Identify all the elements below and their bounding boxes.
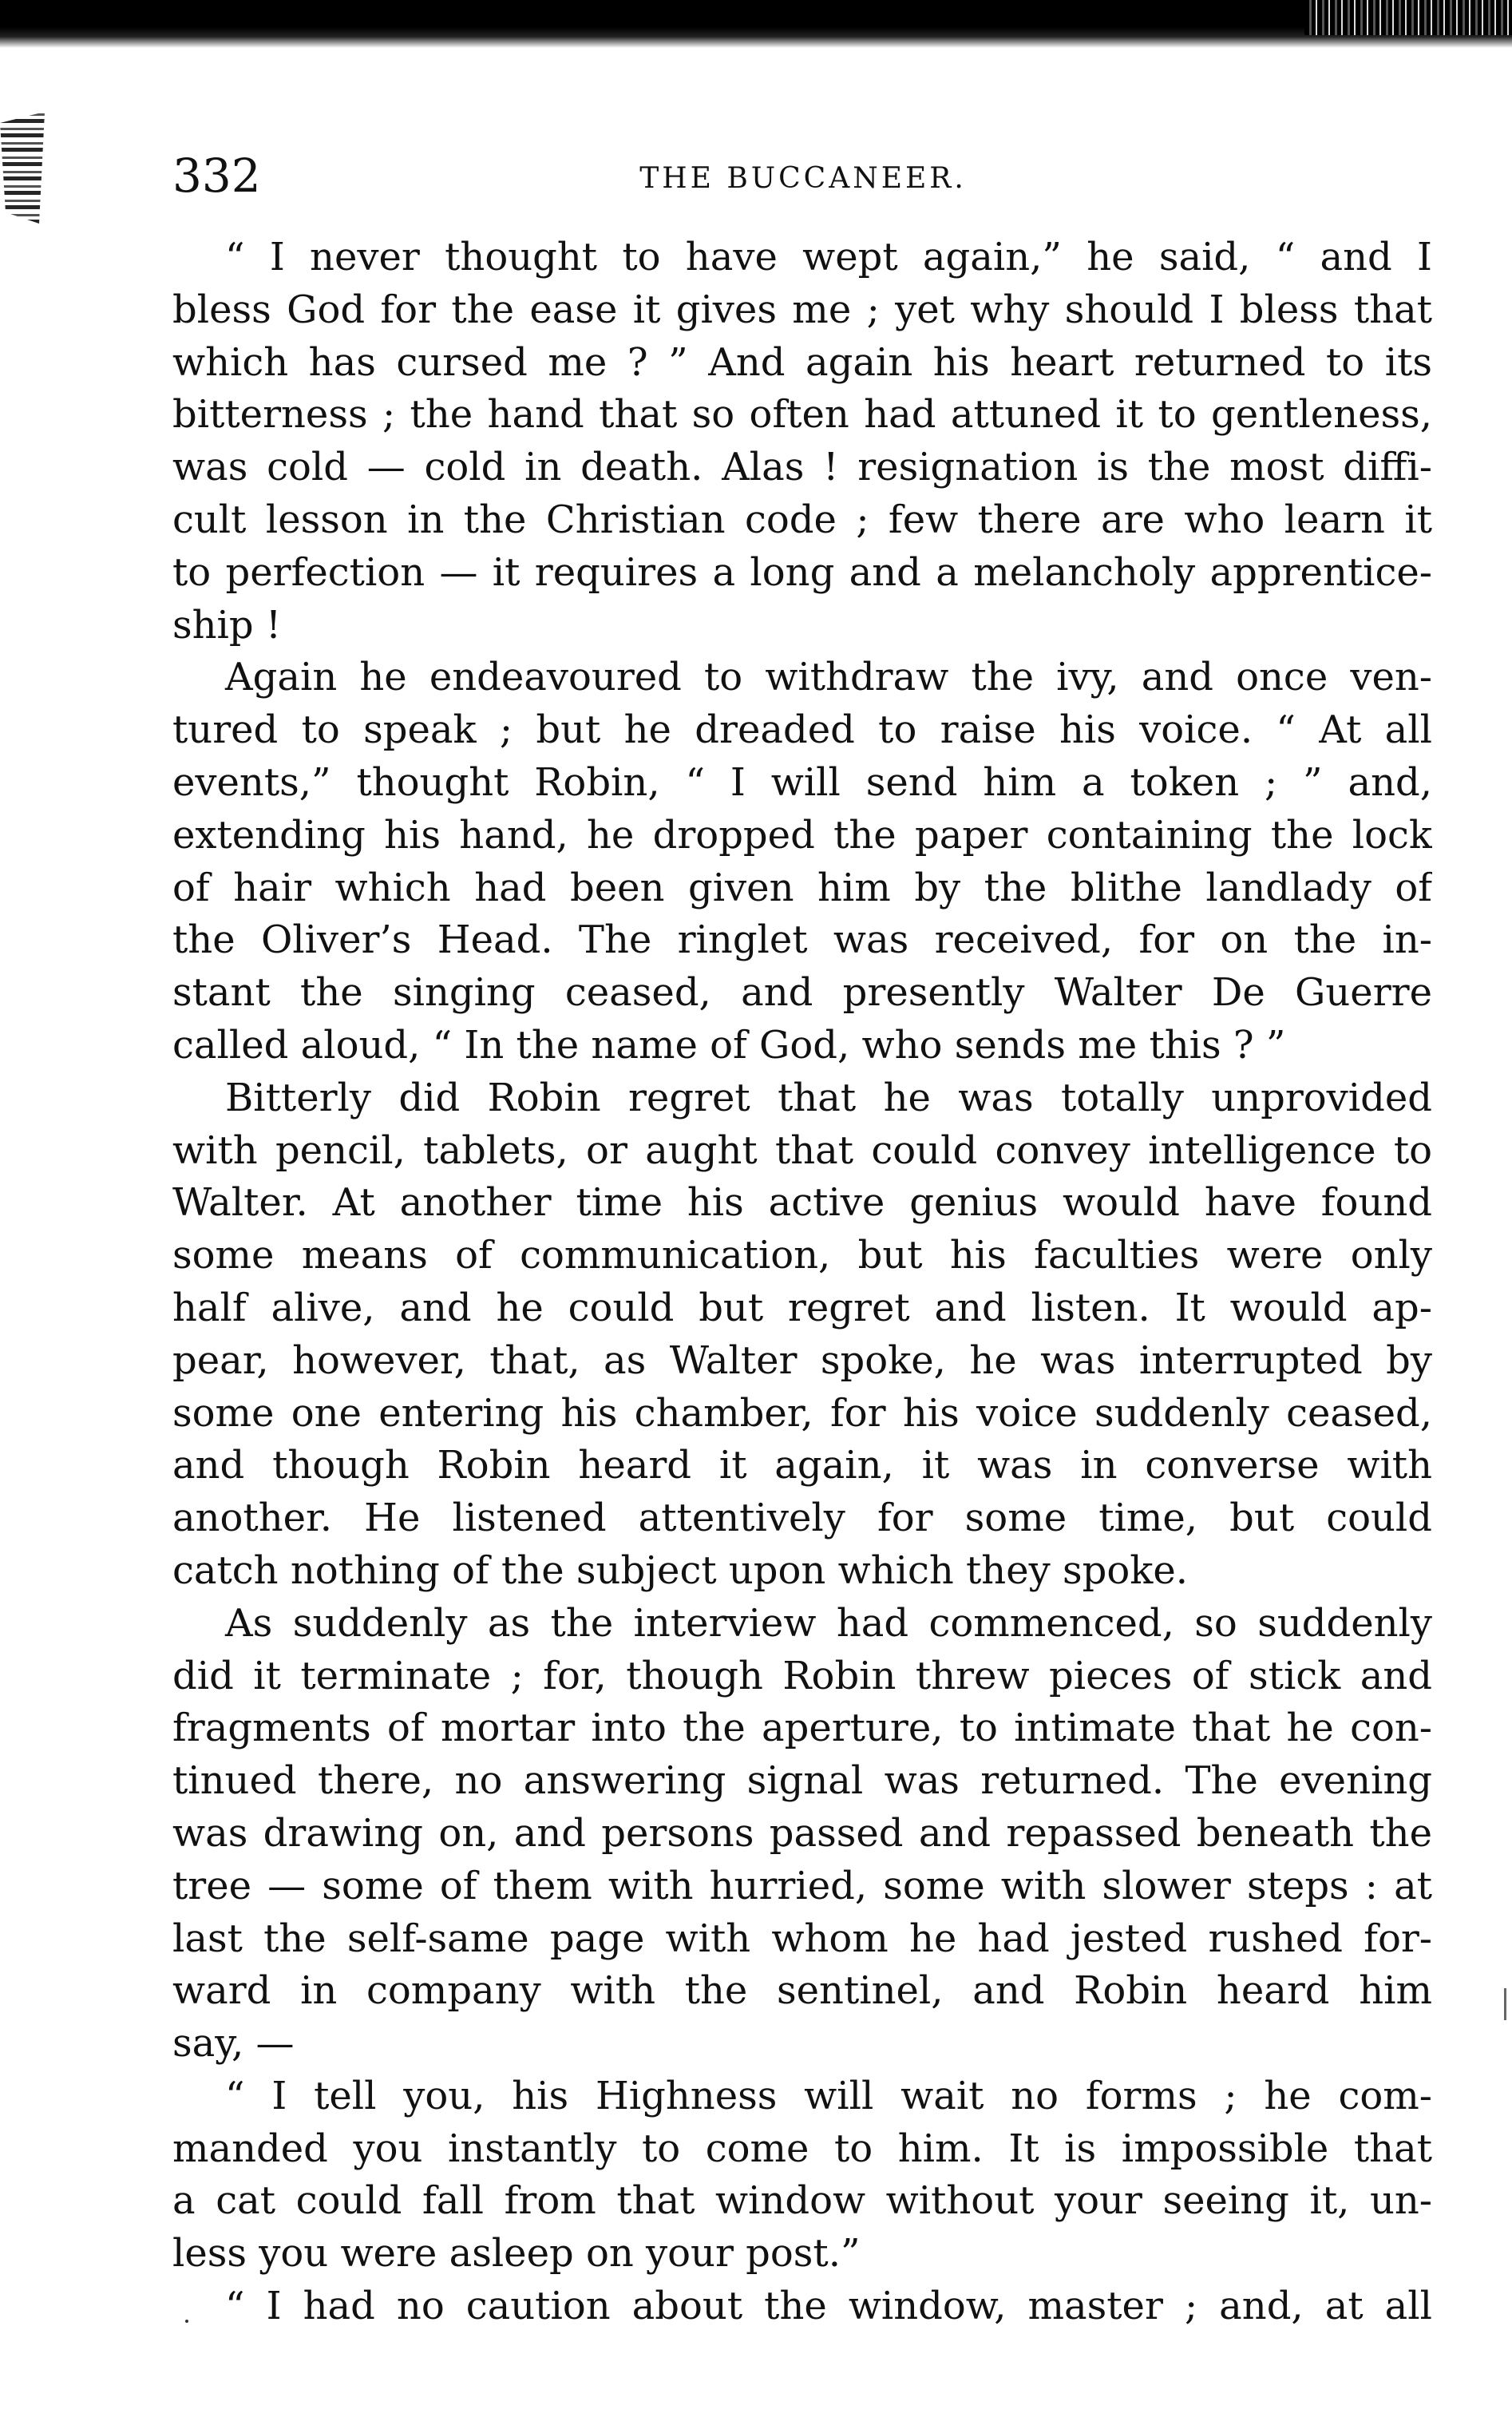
running-head: [172, 144, 1434, 208]
text-line: ward in company with the sentinel, and Robin heard him: [172, 1968, 1432, 2014]
text-line: and though Robin heard it again, it was in converse with: [172, 1443, 1432, 1488]
text-line: called aloud, “ In the name of God, who sends me this ? ”: [172, 1022, 1286, 1068]
text-line: say, —: [172, 2021, 295, 2066]
page-number: 332: [172, 149, 261, 203]
top-scan-edge: [0, 0, 1512, 48]
body-text: [172, 232, 1432, 2333]
right-scan-mark: [1504, 1988, 1506, 2020]
text-line: events,” thought Robin, “ I will send him a token ; ” and,: [172, 759, 1432, 805]
text-line: manded you instantly to come to him. It is impossible that: [172, 2126, 1432, 2171]
text-line: bless God for the ease it gives me ; yet why should I bless that: [172, 287, 1432, 332]
text-line: another. He listened attentively for some time, but could: [172, 1496, 1432, 1541]
text-line: tinued there, no answering signal was returned. The evening: [172, 1758, 1432, 1804]
text-line: “ I tell you, his Highness will wait no forms ; he com-: [225, 2073, 1432, 2118]
text-line: some means of communication, but his faculties were only: [172, 1233, 1432, 1278]
text-line: of hair which had been given him by the blithe landlady of: [172, 865, 1432, 910]
text-line: did it terminate ; for, though Robin threw pieces of stick and: [172, 1653, 1432, 1698]
text-line: some one entering his chamber, for his voice suddenly ceased,: [172, 1390, 1432, 1436]
left-scan-edge: [0, 112, 56, 224]
text-line: extending his hand, he dropped the paper containing the lock: [172, 812, 1432, 858]
text-line: half alive, and he could but regret and listen. It would ap-: [172, 1285, 1432, 1330]
text-line: Walter. At another time his active genius would have found: [172, 1180, 1432, 1226]
text-line: was drawing on, and persons passed and repassed beneath the: [172, 1810, 1432, 1856]
text-line: Bitterly did Robin regret that he was totally unprovided: [225, 1075, 1432, 1120]
text-line: less you were asleep on your post.”: [172, 2231, 861, 2276]
text-line: “ I never thought to have wept again,” he said, “ and I: [225, 235, 1432, 279]
text-line: Again he endeavoured to withdraw the ivy, and once ven-: [225, 655, 1432, 700]
text-line: catch nothing of the subject upon which they spoke.: [172, 1547, 1188, 1593]
text-line: tree — some of them with hurried, some with slower steps : at: [172, 1863, 1432, 1908]
text-line: to perfection — it requires a long and a melancholy apprentice-: [172, 549, 1432, 595]
text-line: ship !: [172, 602, 282, 648]
text-line: As suddenly as the interview had commenced, so suddenly: [225, 1600, 1432, 1646]
text-line: the Oliver’s Head. The ringlet was received, for on the in-: [172, 917, 1432, 963]
text-line: was cold — cold in death. Alas ! resignation is the most diffi-: [172, 445, 1432, 490]
text-line: which has cursed me ? ” And again his heart returned to its: [172, 339, 1432, 385]
text-line: bitterness ; the hand that so often had attuned it to gentleness,: [172, 392, 1432, 438]
text-line: fragments of mortar into the aperture, to intimate that he con-: [172, 1706, 1432, 1751]
text-line: a cat could fall from that window without your seeing it, un-: [172, 2178, 1432, 2224]
text-line: tured to speak ; but he dreaded to raise his voice. “ At all: [172, 707, 1432, 753]
text-line: last the self-same page with whom he had jested rushed for-: [172, 1916, 1432, 1961]
running-title: THE BUCCANEER.: [639, 162, 967, 195]
text-line: pear, however, that, as Walter spoke, he was interrupted by: [172, 1337, 1432, 1383]
text-line: with pencil, tablets, or aught that could convey intelligence to: [172, 1127, 1432, 1173]
text-line: cult lesson in the Christian code ; few there are who learn it: [172, 497, 1432, 542]
text-line: stant the singing ceased, and presently Walter De Guerre: [172, 970, 1432, 1016]
text-line: “ I had no caution about the window, master ; and, at all: [225, 2284, 1432, 2329]
